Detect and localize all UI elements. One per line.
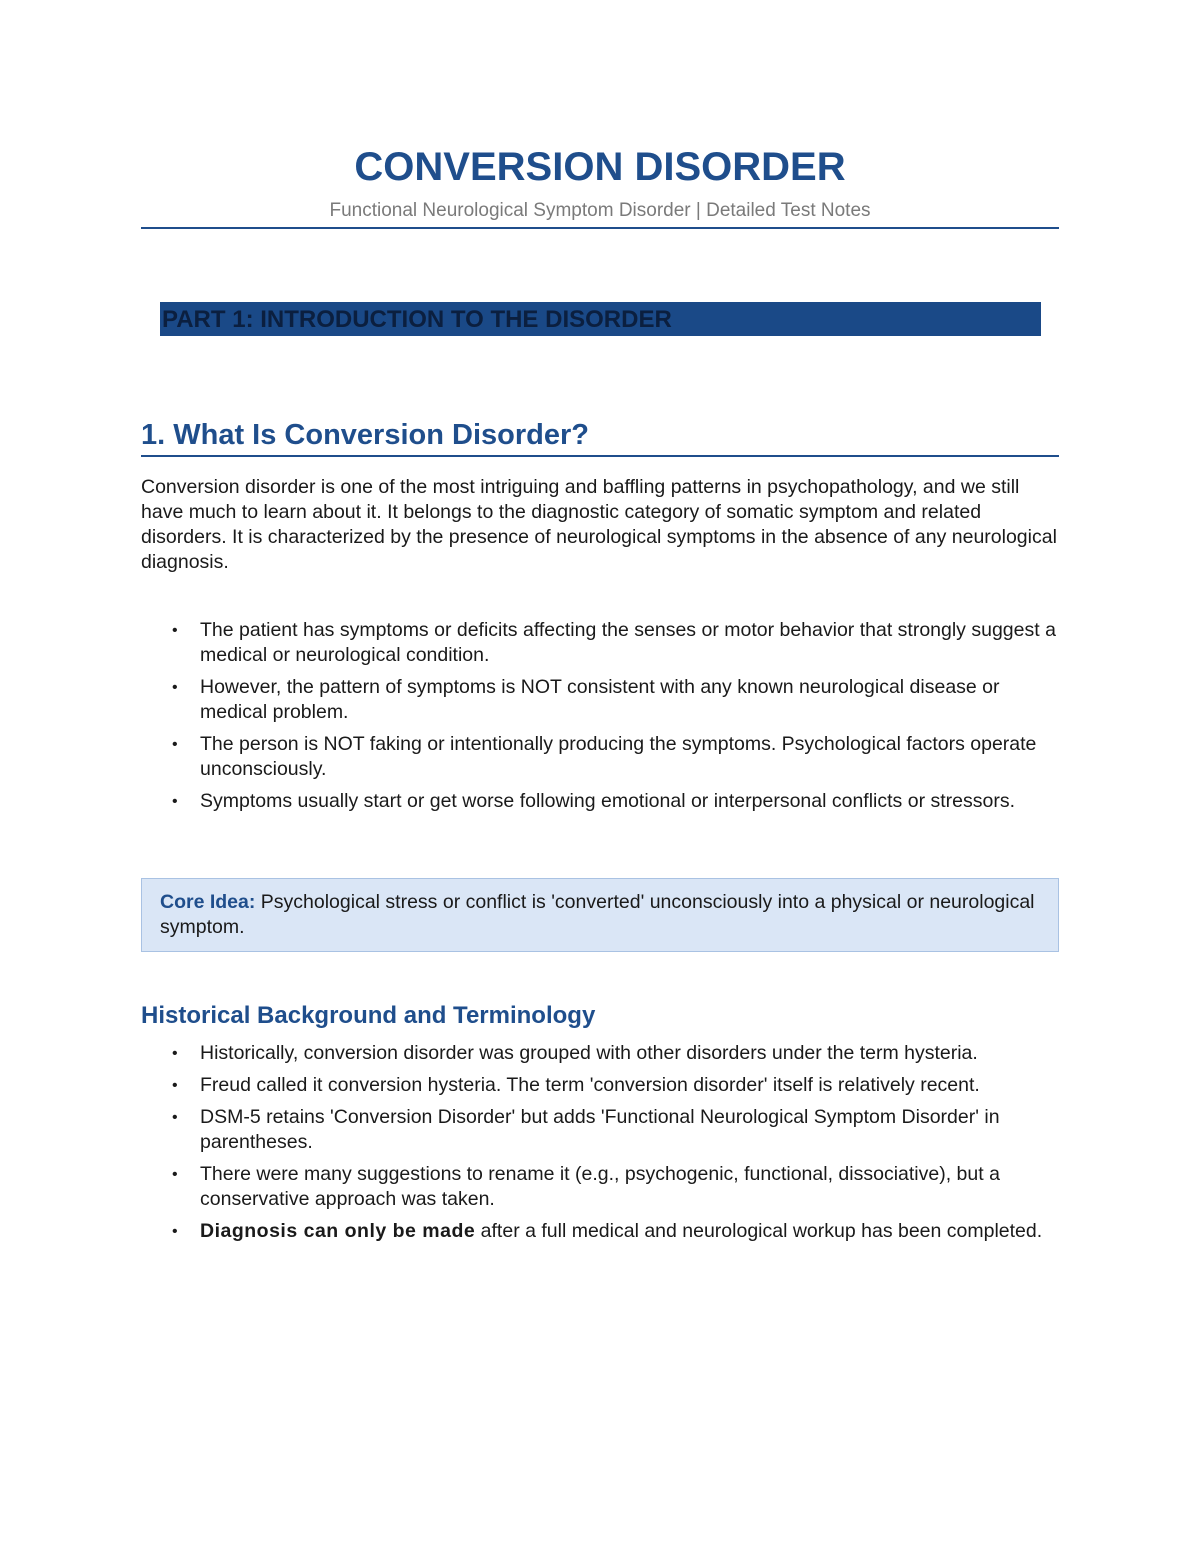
part-banner: PART 1: INTRODUCTION TO THE DISORDER xyxy=(160,302,1041,336)
callout-label: Core Idea: xyxy=(160,891,256,913)
list-item-text: The patient has symptoms or deficits affecting the senses or motor behavior that strongly suggest a medical or neurological condition. xyxy=(200,619,1056,666)
bullet-icon: • xyxy=(172,1109,178,1126)
subheading-historical-background: Historical Background and Terminology xyxy=(141,1002,596,1029)
bullet-icon: • xyxy=(172,622,178,639)
list-item-text: However, the pattern of symptoms is NOT consistent with any known neurological disease or medical problem. xyxy=(200,676,1000,723)
list-item-emphasis: Diagnosis can only be made xyxy=(200,1220,476,1242)
list-item xyxy=(141,1073,1059,1098)
bullet-icon: • xyxy=(172,1166,178,1183)
list-item-text: DSM-5 retains 'Conversion Disorder' but adds 'Functional Neurological Symptom Disorder' in parentheses. xyxy=(200,1106,1000,1153)
list-item-text: Freud called it conversion hysteria. The term 'conversion disorder' itself is relatively recent. xyxy=(200,1074,980,1096)
list-item xyxy=(141,732,1059,782)
list-item xyxy=(141,1162,1059,1212)
list-item xyxy=(141,1041,1059,1066)
document-title: CONVERSION DISORDER xyxy=(354,145,846,189)
list-item xyxy=(141,618,1059,668)
list-item-text: The person is NOT faking or intentionally producing the symptoms. Psychological factors operate unconsciously. xyxy=(200,733,1037,780)
title-divider xyxy=(141,227,1059,229)
core-idea-callout xyxy=(141,878,1059,952)
bullet-icon: • xyxy=(172,1077,178,1094)
list-item-text: There were many suggestions to rename it (e.g., psychogenic, functional, dissociative), but a conservative approach was taken. xyxy=(200,1163,1000,1210)
bullet-icon: • xyxy=(172,793,178,810)
section-heading-divider xyxy=(141,455,1059,457)
section-heading-what-is: 1. What Is Conversion Disorder? xyxy=(141,419,589,451)
callout-text: Psychological stress or conflict is 'converted' unconsciously into a physical or neurological symptom. xyxy=(160,891,1035,938)
list-item xyxy=(141,1219,1059,1244)
bullet-icon: • xyxy=(172,1223,178,1240)
bullet-icon: • xyxy=(172,1045,178,1062)
intro-paragraph: Conversion disorder is one of the most intriguing and baffling patterns in psychopathology, and we still have much to learn about it. It belongs to the diagnostic category of somatic symptom and related disorders. It is characterized by the presence of neurological symptoms in the absence of any neurological diagnosis. xyxy=(141,476,1057,573)
list-item-text: Historically, conversion disorder was grouped with other disorders under the term hysteria. xyxy=(200,1042,978,1064)
symptoms-list xyxy=(141,618,1059,821)
bullet-icon: • xyxy=(172,679,178,696)
list-item xyxy=(141,789,1059,814)
history-list xyxy=(141,1041,1059,1251)
list-item-text: Symptoms usually start or get worse following emotional or interpersonal conflicts or stressors. xyxy=(200,790,1015,812)
list-item xyxy=(141,675,1059,725)
document-subtitle: Functional Neurological Symptom Disorder | Detailed Test Notes xyxy=(329,200,871,221)
list-item-text: after a full medical and neurological workup has been completed. xyxy=(475,1220,1043,1242)
bullet-icon: • xyxy=(172,736,178,753)
list-item xyxy=(141,1105,1059,1155)
